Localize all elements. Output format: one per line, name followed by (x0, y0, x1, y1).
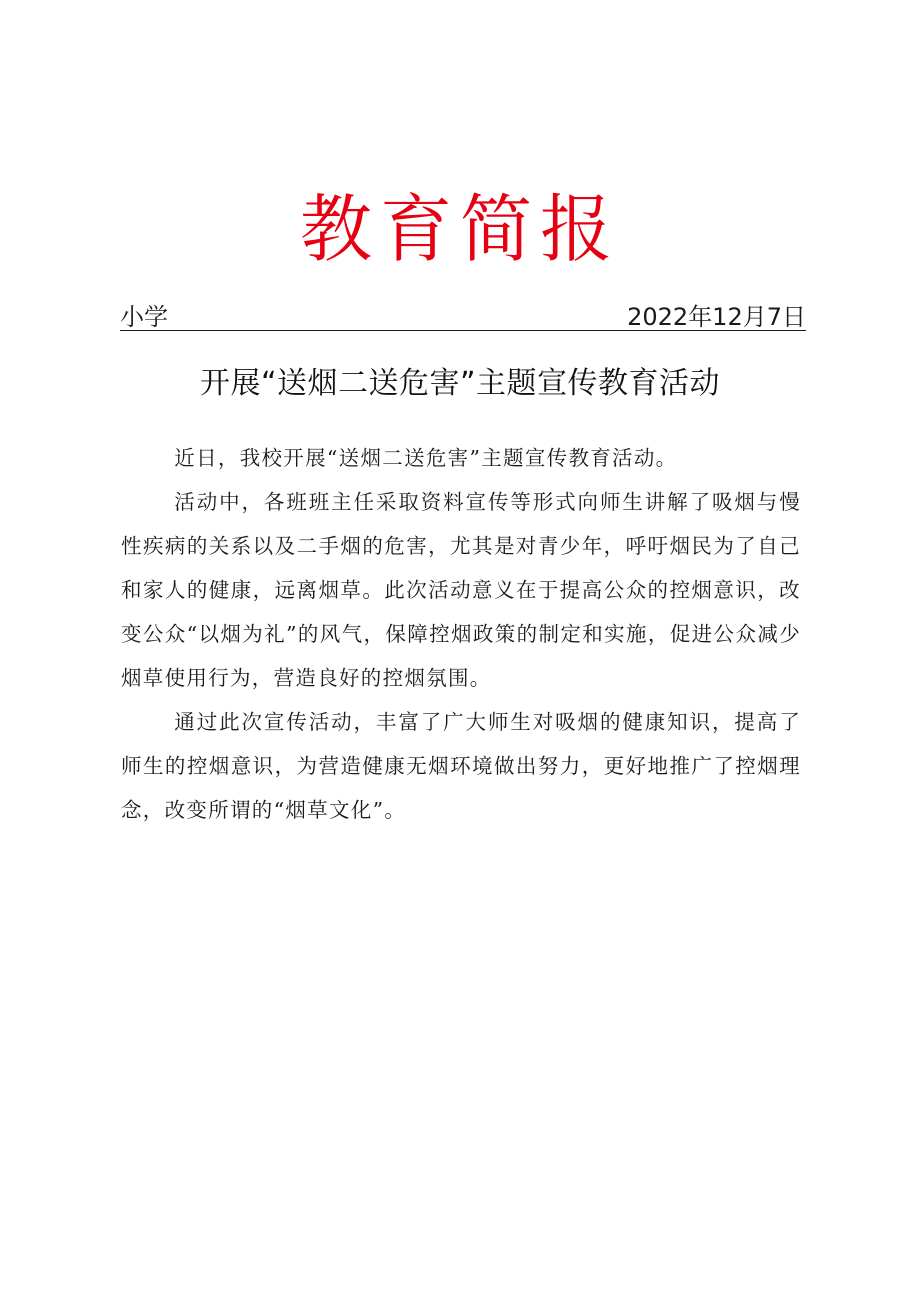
paragraph: 通过此次宣传活动，丰富了广大师生对吸烟的健康知识，提高了师生的控烟意识，为营造健康无烟环境做出努力，更好地推广了控烟理念，改变所谓的“烟草文化”。 (121, 710, 801, 822)
paragraph: 近日，我校开展“送烟二送危害”主题宣传教育活动。 (174, 446, 678, 470)
paragraph: 活动中，各班班主任采取资料宣传等形式向师生讲解了吸烟与慢性疾病的关系以及二手烟的危害，尤其是对青少年，呼吁烟民为了自己和家人的健康，远离烟草。此次活动意义在于提高公众的控烟意识，改变公众“以烟为礼”的风气，保障控烟政策的制定和实施，促进公众减少烟草使用行为，营造良好的控烟氛围。 (121, 490, 801, 690)
header-rule (120, 300, 806, 331)
masthead-title: 教育简报 (299, 186, 620, 272)
issue-date: 2022年12月7日 (627, 303, 806, 331)
article-body (121, 436, 801, 832)
school-name: 小学 (120, 303, 168, 331)
article-headline: 开展“送烟二送危害”主题宣传教育活动 (199, 366, 721, 401)
